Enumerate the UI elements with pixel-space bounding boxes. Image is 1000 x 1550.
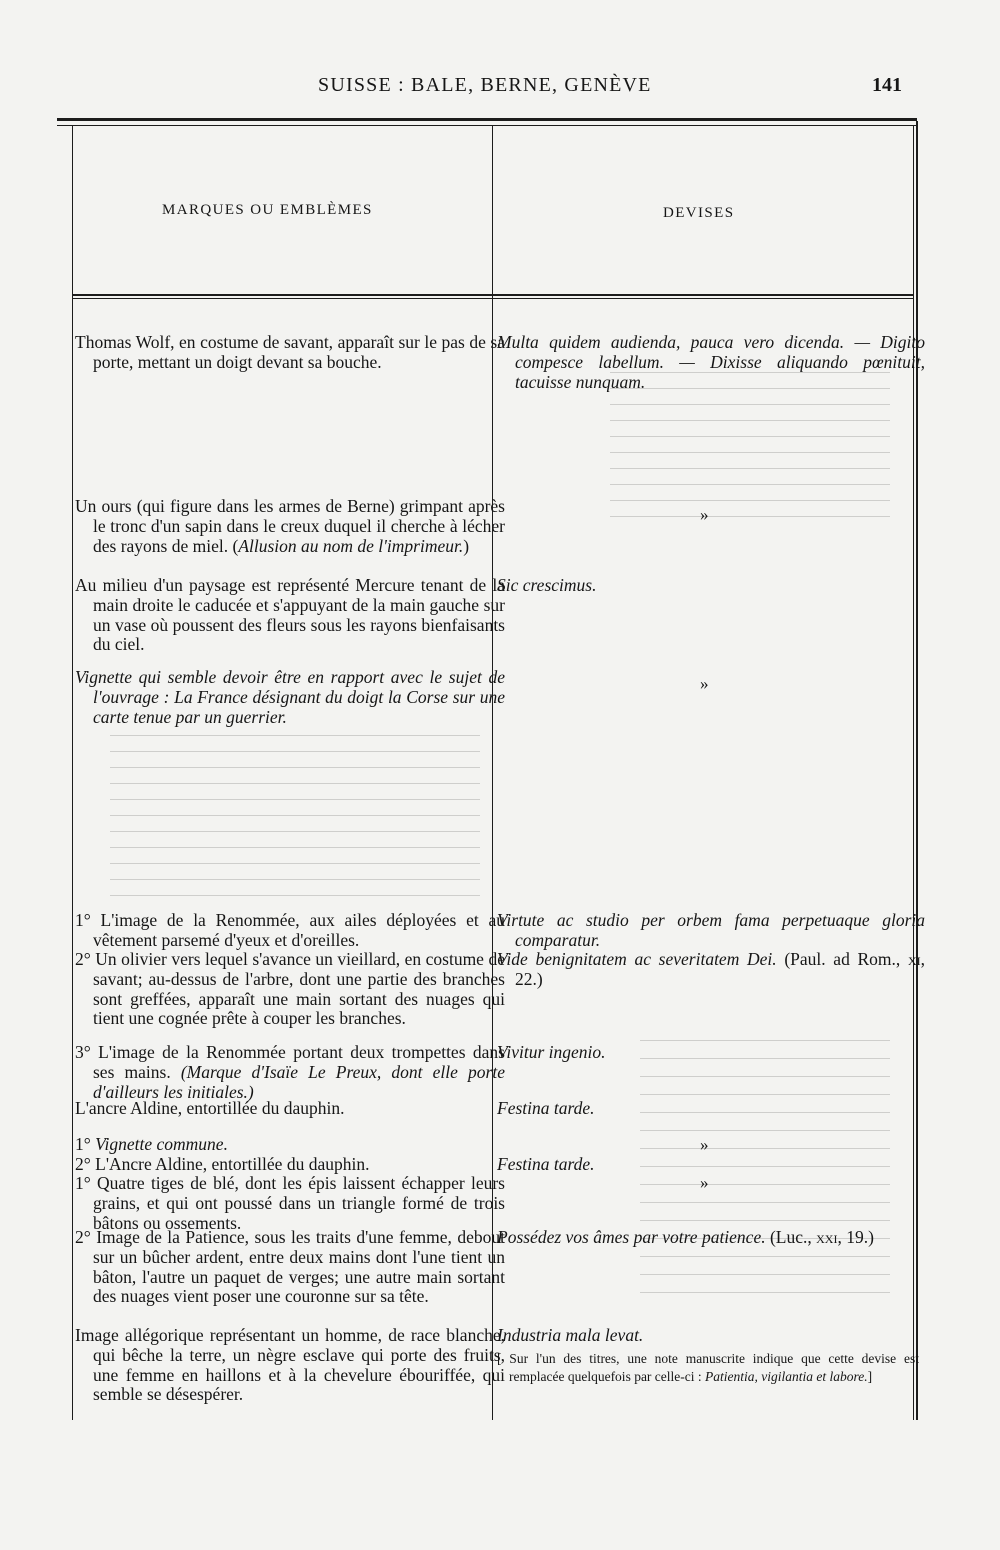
emblem-entry: 1° Quatre tiges de blé, dont les épis laissent échapper leurs grains, et qui ont poussé dans un triangle formé de trois bâtons ou ossements. <box>75 1173 505 1233</box>
emblem-entry: 2° L'Ancre Aldine, entortillée du dauphin. <box>75 1154 370 1174</box>
right-border <box>913 125 914 1420</box>
motto-entry: Possédez vos âmes par votre patience. (Luc., xxi, 19.) <box>497 1227 874 1247</box>
motto-entry: Virtute ac studio per orbem fama perpetuaque gloria comparatur. <box>497 910 925 950</box>
motto-entry: Festina tarde. <box>497 1154 595 1174</box>
emblem-entry: Image allégorique représentant un homme, de race blanche, qui bêche la terre, un nègre esclave qui porte des fruits, une femme en haillons et à la chevelure ébouriffée, qui semble se désespérer. <box>75 1325 505 1405</box>
motto-entry: Festina tarde. <box>497 1098 595 1118</box>
column-heading-marques: MARQUES OU EMBLÈMES <box>162 202 373 218</box>
bleed-through-text <box>640 1040 890 1310</box>
motto-entry: Industria mala levat. <box>497 1325 644 1345</box>
emblem-entry: 2° Un olivier vers lequel s'avance un vieillard, en costume de savant; au-dessus de l'arbre, dont une partie des branches sont greffées, apparaît une main sortant des nuages qui tient une cognée prête à couper les branches. <box>75 949 505 1029</box>
emblem-entry: 2° Image de la Patience, sous les traits d'une femme, debout sur un bûcher ardent, entre deux mains dont l'une tient un bâton, l'autre un paquet de verges; une autre main sortant des nuages vient poser une couronne sur sa tête. <box>75 1227 505 1307</box>
emblem-entry: L'ancre Aldine, entortillée du dauphin. <box>75 1098 345 1118</box>
left-border <box>72 125 73 1420</box>
motto-entry: Multa quidem audienda, pauca vero dicenda. — Digito compesce labellum. — Dixisse aliquando pœnituit, tacuisse nunquam. <box>497 332 925 392</box>
motto-entry: Sic crescimus. <box>497 575 597 595</box>
column-heading-devises: DEVISES <box>663 205 735 221</box>
ditto-mark: » <box>700 505 709 524</box>
right-border-outer <box>916 121 918 1420</box>
emblem-entry: Thomas Wolf, en costume de savant, apparaît sur le pas de sa porte, mettant un doigt devant sa bouche. <box>75 332 505 372</box>
running-title: SUISSE : BALE, BERNE, GENÈVE <box>318 74 652 96</box>
ditto-mark: » <box>700 674 709 693</box>
emblem-entry: 3° L'image de la Renommée portant deux trompettes dans ses mains. (Marque d'Isaïe Le Preux, dont elle porte d'ailleurs les initiales.) <box>75 1042 505 1102</box>
motto-entry: Vivitur ingenio. <box>497 1042 606 1062</box>
table-top-rule <box>57 118 917 121</box>
motto-entry: Vide benignitatem ac severitatem Dei. (Paul. ad Rom., xi, 22.) <box>497 949 925 989</box>
manuscript-note: [ Sur l'un des titres, une note manuscrite indique que cette devise est remplacée quelquefois par celle-ci : Patientia, vigilantia et labore.] <box>497 1351 919 1384</box>
emblem-entry: Un ours (qui figure dans les armes de Berne) grimpant après le tronc d'un sapin dans le creux duquel il cherche à lécher des rayons de miel. (Allusion au nom de l'imprimeur.) <box>75 496 505 556</box>
bleed-through-text <box>110 735 480 905</box>
table-top-rule-thin <box>57 125 917 126</box>
page-number: 141 <box>872 74 902 96</box>
emblem-entry: 1° L'image de la Renommée, aux ailes déployées et au vêtement parsemé d'yeux et d'oreilles. <box>75 910 505 950</box>
ditto-mark: » <box>700 1173 709 1192</box>
emblem-entry: Au milieu d'un paysage est représenté Mercure tenant de la main droite le caducée et s'appuyant de la main gauche sur un vase où poussent des fleurs sous les rayons bienfaisants du ciel. <box>75 575 505 655</box>
bleed-through-text <box>610 372 890 522</box>
emblem-entry: 1° Vignette commune. <box>75 1134 228 1154</box>
ditto-mark: » <box>700 1135 709 1154</box>
emblem-entry: Vignette qui semble devoir être en rapport avec le sujet de l'ouvrage : La France désignant du doigt la Corse sur une carte tenue par un guerrier. <box>75 667 505 727</box>
